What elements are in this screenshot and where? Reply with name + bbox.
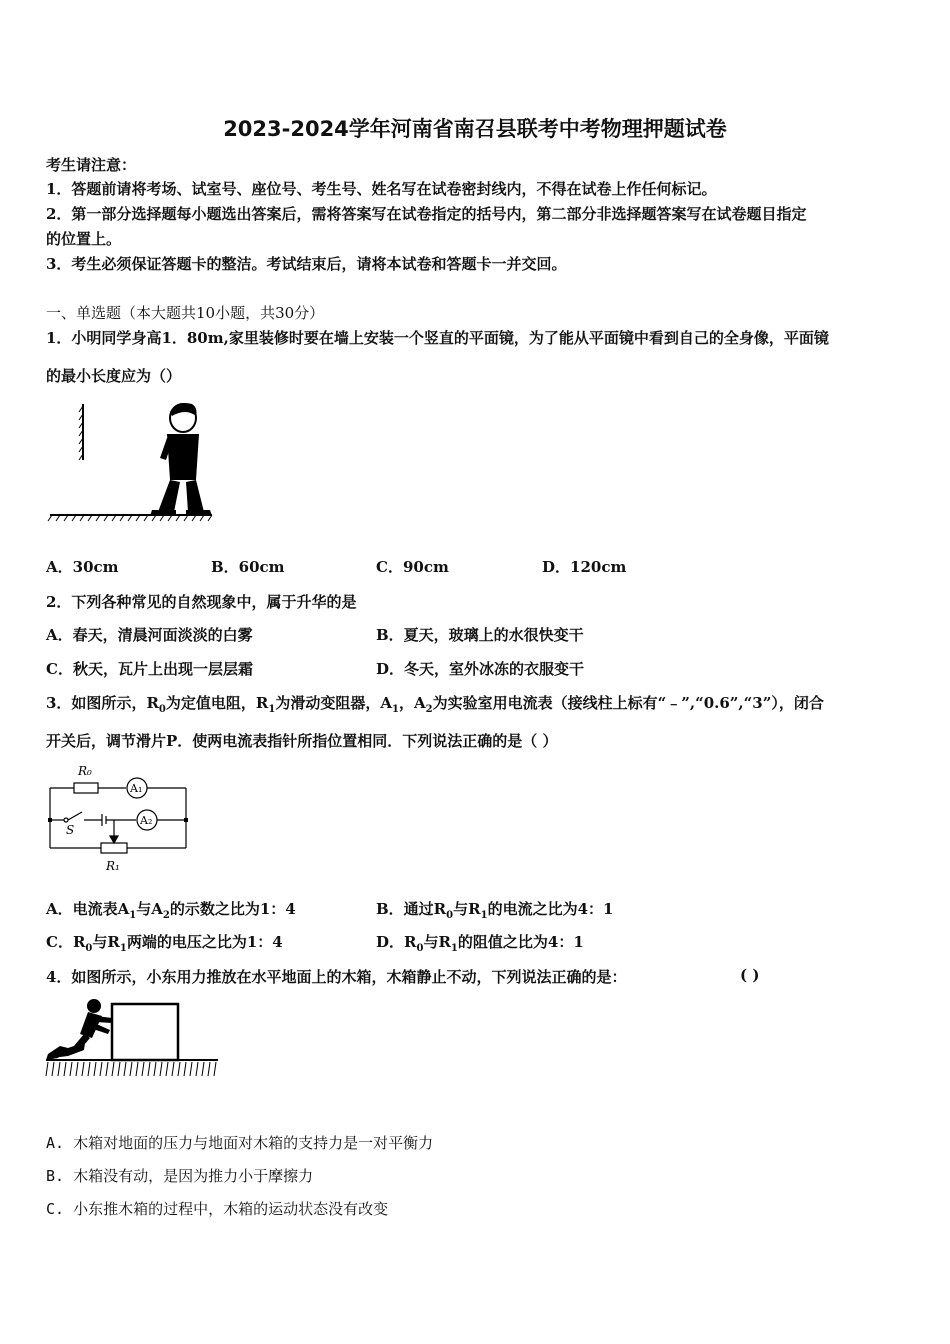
mirror-figure <box>46 398 221 528</box>
notice-item: 3．考生必须保证答题卡的整洁。考试结束后，请将本试卷和答题卡一并交回。 <box>46 255 567 273</box>
a2-label: A₂ <box>140 814 153 827</box>
notice-item: 的位置上。 <box>46 230 122 248</box>
page-title: 2023-2024学年河南省南召县联考中考物理押题试卷 <box>223 117 727 141</box>
section-heading: 一、单选题（本大题共10小题，共30分） <box>46 304 325 322</box>
s-label: S <box>66 823 75 837</box>
question-3-stem-cont: 开关后，调节滑片P．使两电流表指针所指位置相同．下列说法正确的是（ ） <box>46 732 558 750</box>
option-a: A．电流表$A_1$与$A_2$的示数之比为1：4 <box>46 900 296 921</box>
question-4-stem: 4．如图所示，小东用力推放在水平地面上的木箱，木箱静止不动，下列说法正确的是： <box>46 968 627 986</box>
question-1-stem: 1．小明同学身高1．80m,家里装修时要在墙上安装一个竖直的平面镜，为了能从平面镜中看到自己的全身像，平面镜 <box>46 329 829 347</box>
a1-label: A₁ <box>130 782 143 795</box>
question-3-stem: 3．如图所示，$R_0$为定值电阻，$R_1$为滑动变阻器，$A_1$，$A_2$为实验室用电流表（接线柱上标有“﹣”,“0.6”,“3”），闭合 <box>46 694 824 715</box>
option-b: B．60cm <box>211 558 285 576</box>
option-c: C. 小东推木箱的过程中，木箱的运动状态没有改变 <box>46 1200 389 1218</box>
option-d: D．$R_0$与$R_1$的阻值之比为4：1 <box>376 933 584 954</box>
notice-item: 1．答题前请将考场、试室号、座位号、考生号、姓名写在试卷密封线内，不得在试卷上作任何标记。 <box>46 180 717 198</box>
r0-label: R₀ <box>78 764 92 778</box>
question-2-stem: 2．下列各种常见的自然现象中，属于升华的是 <box>46 593 357 611</box>
notice-item: 2．第一部分选择题每小题选出答案后，需将答案写在试卷指定的括号内，第二部分非选择题答案写在试卷题目指定 <box>46 205 807 223</box>
notice-heading: 考生请注意： <box>46 156 137 174</box>
question-1-stem-cont: 的最小长度应为（） <box>46 367 182 385</box>
option-c: C．90cm <box>376 558 449 576</box>
answer-bracket: ( ) <box>740 966 760 984</box>
option-a: A．30cm <box>46 558 119 576</box>
option-a: A. 木箱对地面的压力与地面对木箱的支持力是一对平衡力 <box>46 1134 434 1152</box>
r1-label: R₁ <box>106 859 120 873</box>
option-b: B．通过$R_0$与$R_1$的电流之比为4：1 <box>376 900 614 921</box>
push-box-figure <box>44 994 220 1080</box>
option-d: D．冬天，室外冰冻的衣服变干 <box>376 660 585 678</box>
option-b: B．夏天，玻璃上的水很快变干 <box>376 626 584 644</box>
option-c: C．$R_0$与$R_1$两端的电压之比为1：4 <box>46 933 283 954</box>
option-b: B. 木箱没有动，是因为推力小于摩擦力 <box>46 1167 314 1185</box>
option-c: C．秋天，瓦片上出现一层层霜 <box>46 660 253 678</box>
circuit-diagram <box>46 760 196 875</box>
option-d: D．120cm <box>542 558 627 576</box>
option-a: A．春天，清晨河面淡淡的白雾 <box>46 626 253 644</box>
